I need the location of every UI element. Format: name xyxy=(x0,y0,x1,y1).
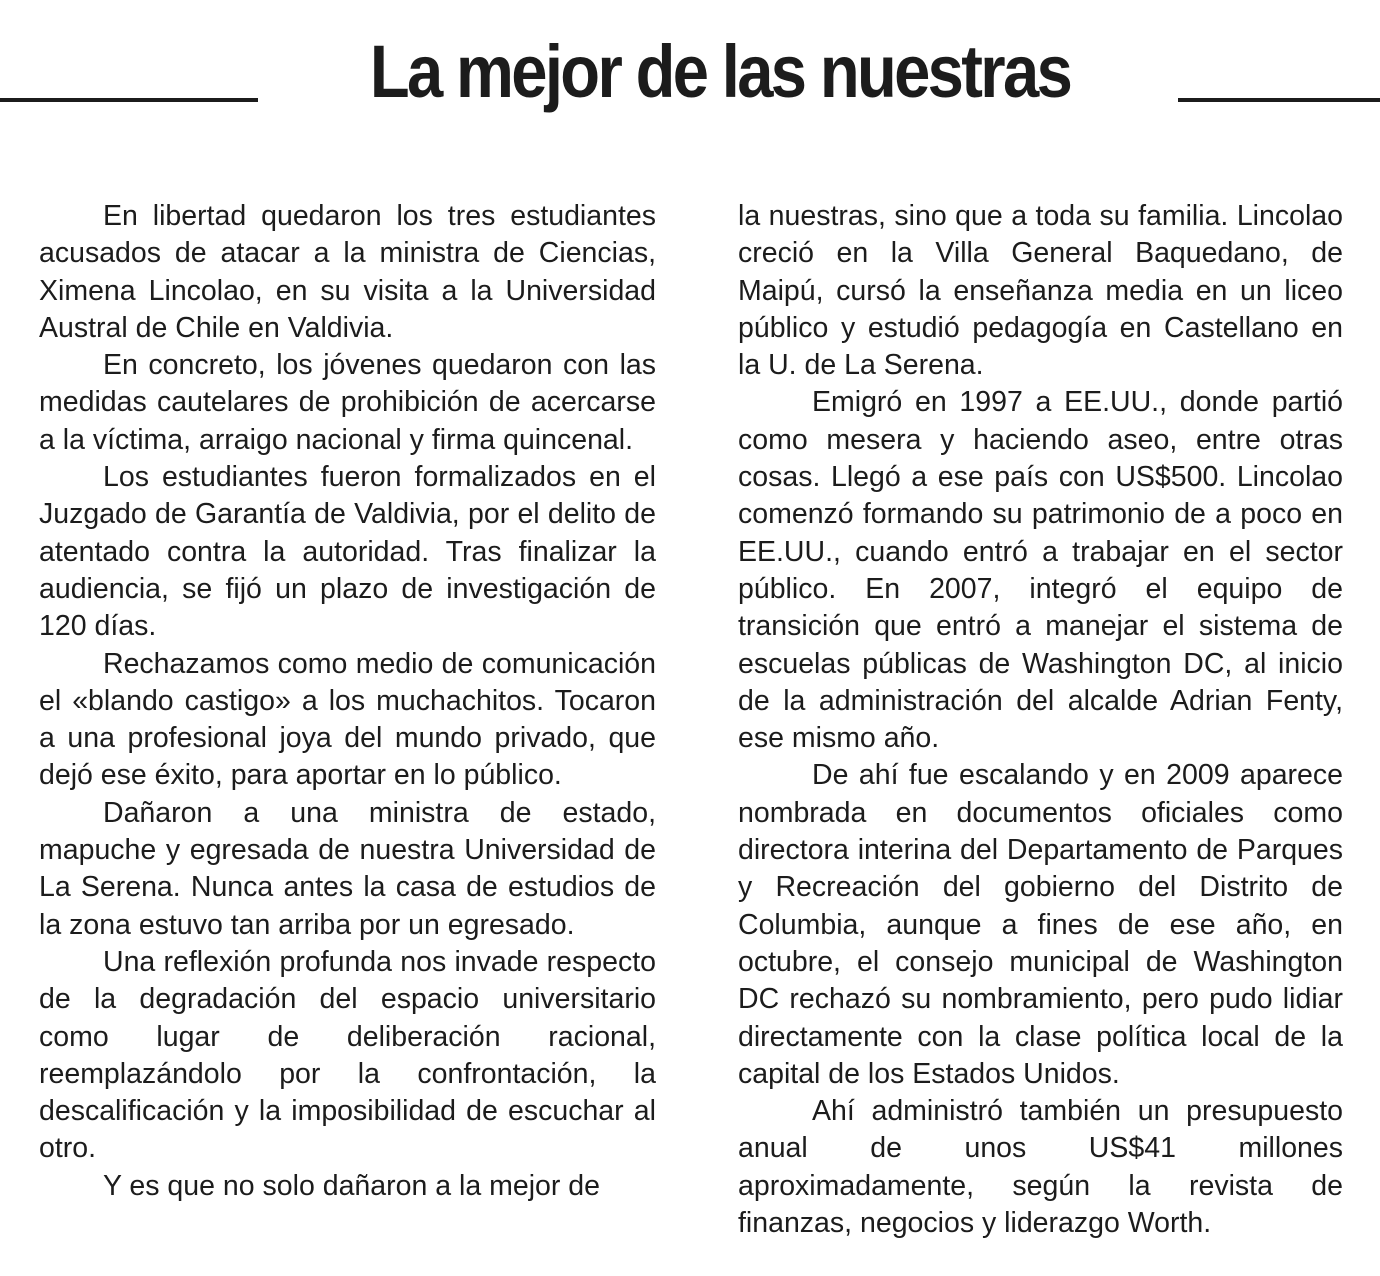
paragraph: De ahí fue escalando y en 2009 aparece nombrada en documentos oficiales como directora interina del Departamento de Parques y Recreación del gobierno del Distrito de Columbia, aunque a fines de ese año, en octubre, el consejo municipal de Washington DC rechazó su nombramiento, pero pudo lidiar directamente con la clase política local de la capital de los Estados Unidos. xyxy=(738,759,1343,1090)
headline-row xyxy=(0,22,1380,132)
headline-rule-right xyxy=(1178,98,1380,102)
article-title: La mejor de las nuestras xyxy=(369,30,1071,113)
paragraph: Y es que no solo dañaron a la mejor de xyxy=(103,1169,600,1202)
paragraph: Ahí administró también un presupuesto anual de unos US$41 millones aproximadamente, según la revista de finanzas, negocios y liderazgo Worth. xyxy=(738,1095,1343,1240)
paragraph: Emigró en 1997 a EE.UU., donde partió como mesera y haciendo aseo, entre otras cosas. Llegó a ese país con US$500. Lincolao comenzó formando su patrimonio de a poco en EE.UU., cuando entró a trabajar en el sector público. En 2007, integró el equipo de transición que entró a manejar el sistema de escuelas públicas de Washington DC, al inicio de la administración del alcalde Adrian Fenty, ese mismo año. xyxy=(738,386,1343,755)
paragraph: En libertad quedaron los tres estudiantes acusados de atacar a la ministra de Ciencias, Ximena Lincolao, en su visita a la Universidad Austral de Chile en Valdivia. xyxy=(39,200,656,344)
paragraph: En concreto, los jóvenes quedaron con las medidas cautelares de prohibición de acercarse a la víctima, arraigo nacional y firma quincenal. xyxy=(39,349,656,456)
paragraph: Los estudiantes fueron formalizados en el Juzgado de Garantía de Valdivia, por el delito de atentado contra la autoridad. Tras finalizar la audiencia, se fijó un plazo de investigación de 120 días. xyxy=(39,461,656,643)
article-column-right xyxy=(738,198,1343,1242)
paragraph: Rechazamos como medio de comunicación el «blando castigo» a los muchachitos. Tocaron a una profesional joya del mundo privado, que dejó ese éxito, para aportar en lo público. xyxy=(39,647,656,792)
article-column-left xyxy=(39,198,656,1205)
headline-rule-left xyxy=(0,98,258,102)
paragraph-continuation: la nuestras, sino que a toda su familia. Lincolao creció en la Villa General Baquedano, de Maipú, cursó la enseñanza media en un liceo público y estudió pedagogía en Castellano en la U. de La Serena. xyxy=(738,200,1343,382)
paragraph: Dañaron a una ministra de estado, mapuche y egresada de nuestra Universidad de La Serena. Nunca antes la casa de estudios de la zona estuvo tan arriba por un egresado. xyxy=(39,796,656,941)
paragraph: Una reflexión profunda nos invade respecto de la degradación del espacio universitario como lugar de deliberación racional, reemplazándolo por la confrontación, la descalificación y la imposibilidad de escuchar al otro. xyxy=(39,945,656,1165)
